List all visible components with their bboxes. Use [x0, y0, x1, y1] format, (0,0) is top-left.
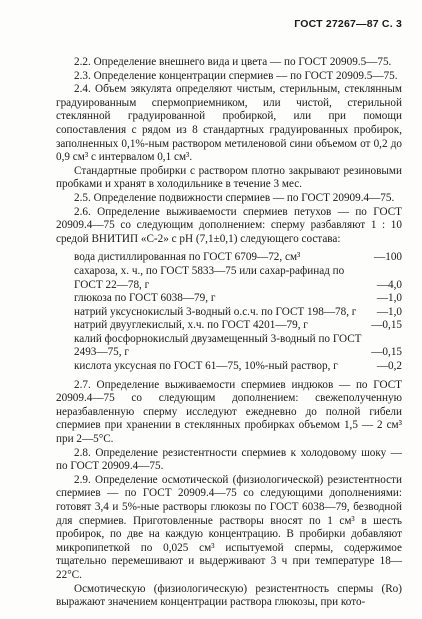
recipe-item: натрий двууглекислый, х.ч. по ГОСТ 4201—79, г —0,15 [74, 319, 402, 332]
paragraph-2-6: 2.6. Определение выживаемости спермиев петухов — по ГОСТ 20909.4—75 со следующим дополнением: сперму разбавляют 1 : 10 средой ВНИТИП «С-2» с pH (7,1±0,1) следующего состава: [56, 205, 402, 245]
paragraph-2-5: 2.5. Определение подвижности спермиев — по ГОСТ 20909.4—75. [74, 191, 395, 204]
paragraph-standard-tubes: Стандартные пробирки с раствором плотно закрывают резиновыми пробками и хранят в холодильнике в течение 3 мес. [56, 164, 402, 191]
recipe-item: кислота уксусная по ГОСТ 61—75, 10%-ный раствор, г —0,2 [74, 360, 402, 373]
paragraph-2-3: 2.3. Определение концентрации спермиев — по ГОСТ 20909.5—75. [74, 69, 398, 82]
page-header: ГОСТ 27267—87 С. 3 [294, 18, 402, 30]
recipe-item: вода дистиллированная по ГОСТ 6709—72, см³ —100 [74, 251, 402, 264]
paragraph-2-9: 2.9. Определение осмотической (физиологической) резистентности спермиев — по ГОСТ 20909.4—75 со следующими дополнениями: готовят 3,4 и 5%-ные растворы глюкозы по ГОСТ 6038—79, безводной для спермиев. Приготовленные растворы вносят по 1 см³ в шесть пробирок, по две на каждую концентрацию. В пробирки добавляют микропипеткой по 0,025 см³ испытуемой спермы, содержимое тщательно перемешивают и выдерживают 3 ч при температуре 18—22°С. [56, 473, 402, 581]
paragraph-2-4: 2.4. Объем эякулята определяют чистым, стерильным, стеклянным градуированным спермоприемником, или чистой, стерильной стеклянной градуированной пробиркой, или при помощи сопоставления с рядом из 8 стандартных градуированных пробирок, заполненных 0,1%-ным раствором метиленовой сини объемом от 0,2 до 0,9 см³ с интервалом 0,1 см³. [56, 83, 402, 164]
recipe-list [56, 251, 402, 373]
paragraph-2-8: 2.8. Определение резистентности спермиев к холодовому шоку — по ГОСТ 20909.4—75. [56, 446, 402, 473]
recipe-item: глюкоза по ГОСТ 6038—79, г —1,0 [74, 292, 402, 305]
paragraph-2-7: 2.7. Определение выживаемости спермиев индюков — по ГОСТ 20909.4—75 со следующим дополнением: свежеполученную неразбавленную сперму исследуют ежедневно до полной гибели спермиев при хранении в стеклянных пробирках объемом 1,5 — 2 см³ при 2—5°С. [56, 378, 402, 446]
document-page [56, 56, 402, 610]
paragraph-osmotic: Осмотическую (физиологическую) резистентность спермы (Rо) выражают значением концентрации раствора глюкозы, при кото- [56, 582, 402, 609]
recipe-item: натрий уксуснокислый 3-водный о.с.ч. по ГОСТ 198—78, г —1,0 [74, 305, 402, 318]
recipe-item: сахароза, х. ч., по ГОСТ 5833—75 или сахар-рафинад по ГОСТ 22—78, г —4,0 [74, 264, 402, 291]
recipe-item: калий фосфорнокислый двузамещенный 3-водный по ГОСТ 2493—75, г —0,15 [74, 332, 402, 359]
paragraph-2-2: 2.2. Определение внешнего вида и цвета — по ГОСТ 20909.5—75. [74, 56, 392, 68]
